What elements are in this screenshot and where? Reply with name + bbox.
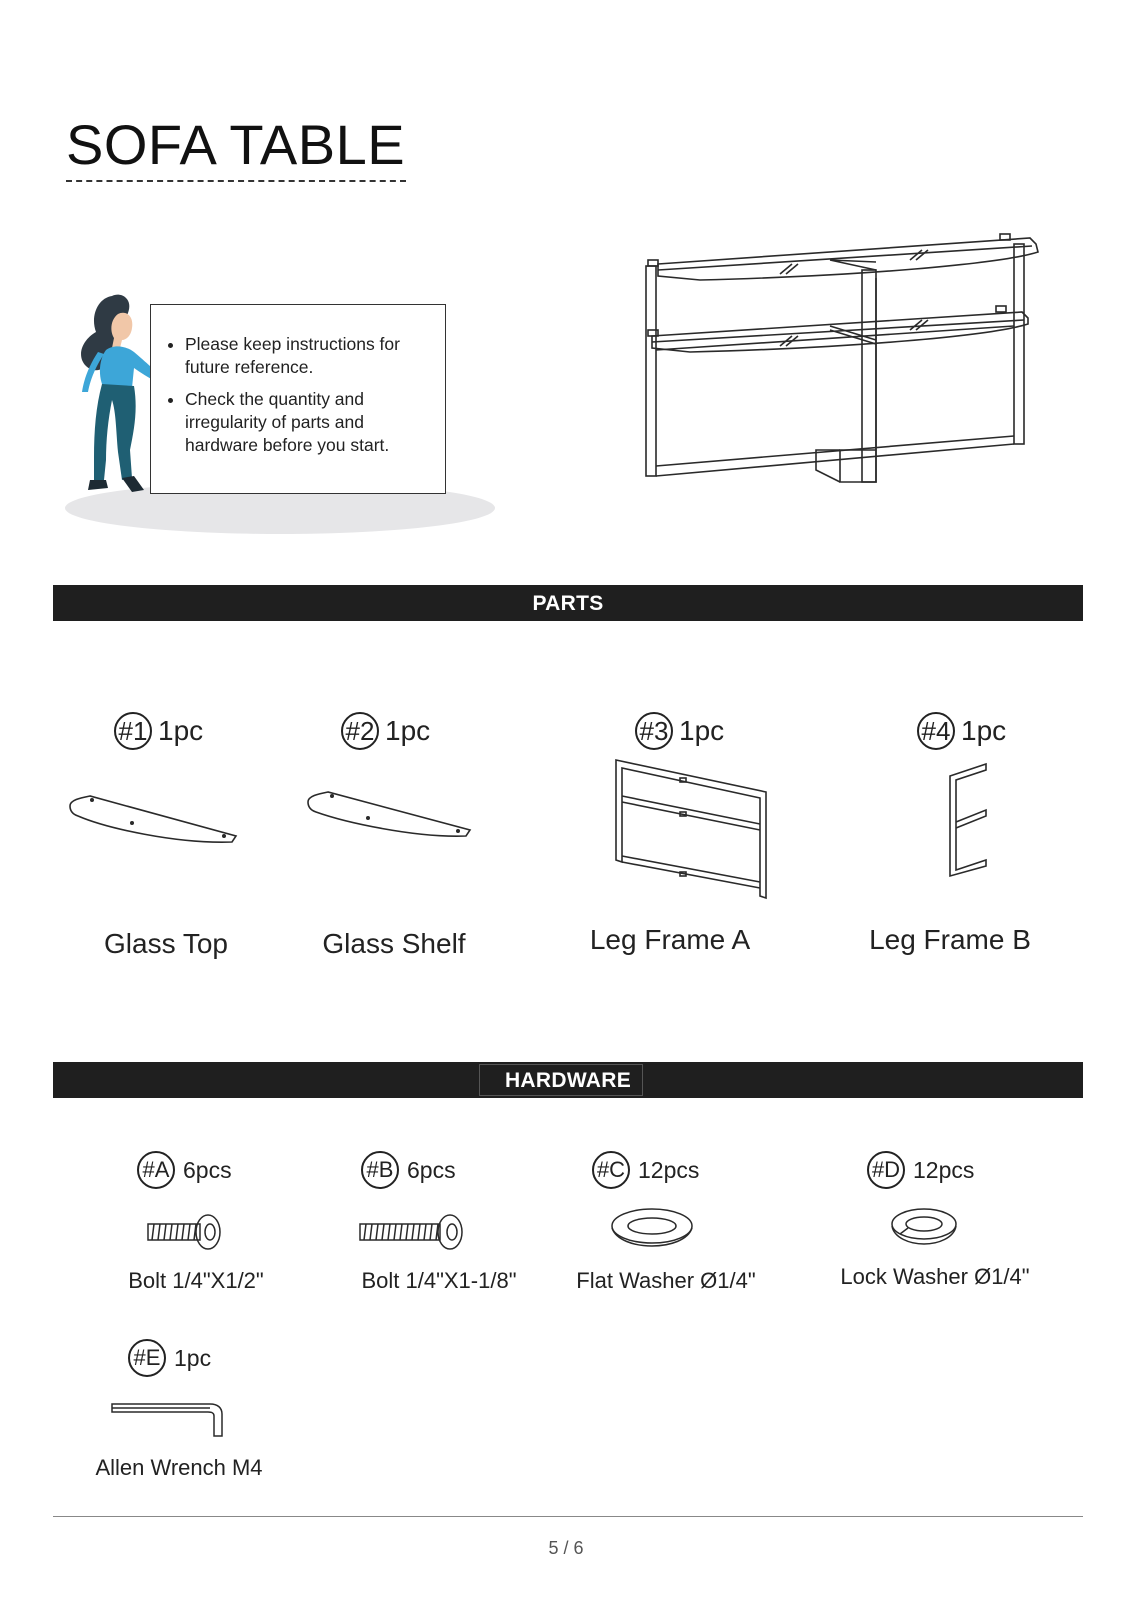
hardware-id-badge: #C	[592, 1151, 630, 1189]
hardware-id-badge: #E	[128, 1339, 166, 1377]
hardware-quantity	[867, 1151, 974, 1189]
page-number: 5 / 6	[548, 1538, 584, 1558]
hardware-quantity	[361, 1151, 456, 1189]
parts-section-title: PARTS	[532, 592, 604, 615]
part-name: Leg Frame B	[869, 924, 1031, 955]
hardware-quantity	[128, 1339, 211, 1377]
note-item: • Check the quantity and irregularity of parts and hardware before you start.	[185, 388, 431, 457]
footer-divider	[53, 1516, 1083, 1517]
hardware-name: Bolt 1/4"X1/2"	[128, 1268, 264, 1293]
sofa-table-illustration	[640, 230, 1060, 500]
lock-washer-illustration	[890, 1206, 958, 1250]
part-quantity	[917, 712, 1006, 750]
flat-washer-illustration	[610, 1206, 694, 1250]
bolt-long-illustration	[358, 1212, 468, 1250]
part-name: Leg Frame A	[589, 924, 751, 955]
glass-top-illustration	[66, 790, 242, 850]
hardware-quantity	[592, 1151, 699, 1189]
part-name: Glass Shelf	[322, 928, 466, 959]
bolt-short-illustration	[146, 1212, 226, 1250]
part-qty: 1pc	[385, 715, 431, 746]
face	[111, 313, 132, 348]
part-id-badge: #4	[917, 712, 955, 750]
hardware-qty: 1pc	[174, 1344, 212, 1371]
page-title: SOFA TABLE	[66, 113, 406, 176]
part-id-badge: #3	[635, 712, 673, 750]
hardware-qty: 6pcs	[183, 1156, 232, 1183]
hardware-id-badge: #B	[361, 1151, 399, 1189]
instruction-note-box	[150, 304, 446, 494]
hardware-quantity	[137, 1151, 232, 1189]
part-quantity	[114, 712, 203, 750]
hardware-name: Bolt 1/4"X1-1/8"	[361, 1268, 517, 1293]
part-qty: 1pc	[679, 715, 725, 746]
hardware-name: Lock Washer Ø1/4"	[840, 1264, 1030, 1289]
hardware-section-header	[53, 1062, 1083, 1098]
part-quantity	[635, 712, 724, 750]
note-item: • Please keep instructions for future reference.	[185, 333, 431, 379]
part-quantity	[341, 712, 430, 750]
leg-frame-b-illustration	[946, 762, 992, 878]
hardware-section-title: HARDWARE	[504, 1069, 632, 1092]
part-qty: 1pc	[158, 715, 204, 746]
part-id-badge: #1	[114, 712, 152, 750]
legs	[94, 384, 136, 480]
hardware-name: Flat Washer Ø1/4"	[576, 1268, 756, 1293]
parts-section-header	[53, 585, 1083, 621]
part-name: Glass Top	[104, 928, 228, 959]
part-qty: 1pc	[961, 715, 1007, 746]
allen-wrench-illustration	[110, 1400, 228, 1440]
hardware-qty: 6pcs	[407, 1156, 456, 1183]
glass-shelf-illustration	[304, 786, 476, 846]
hardware-name: Allen Wrench M4	[95, 1455, 263, 1480]
hardware-id-badge: #D	[867, 1151, 905, 1189]
title-underline	[66, 180, 406, 182]
hardware-qty: 12pcs	[913, 1156, 975, 1183]
hardware-qty: 12pcs	[638, 1156, 700, 1183]
part-id-badge: #2	[341, 712, 379, 750]
hardware-id-badge: #A	[137, 1151, 175, 1189]
leg-frame-a-illustration	[614, 756, 770, 902]
